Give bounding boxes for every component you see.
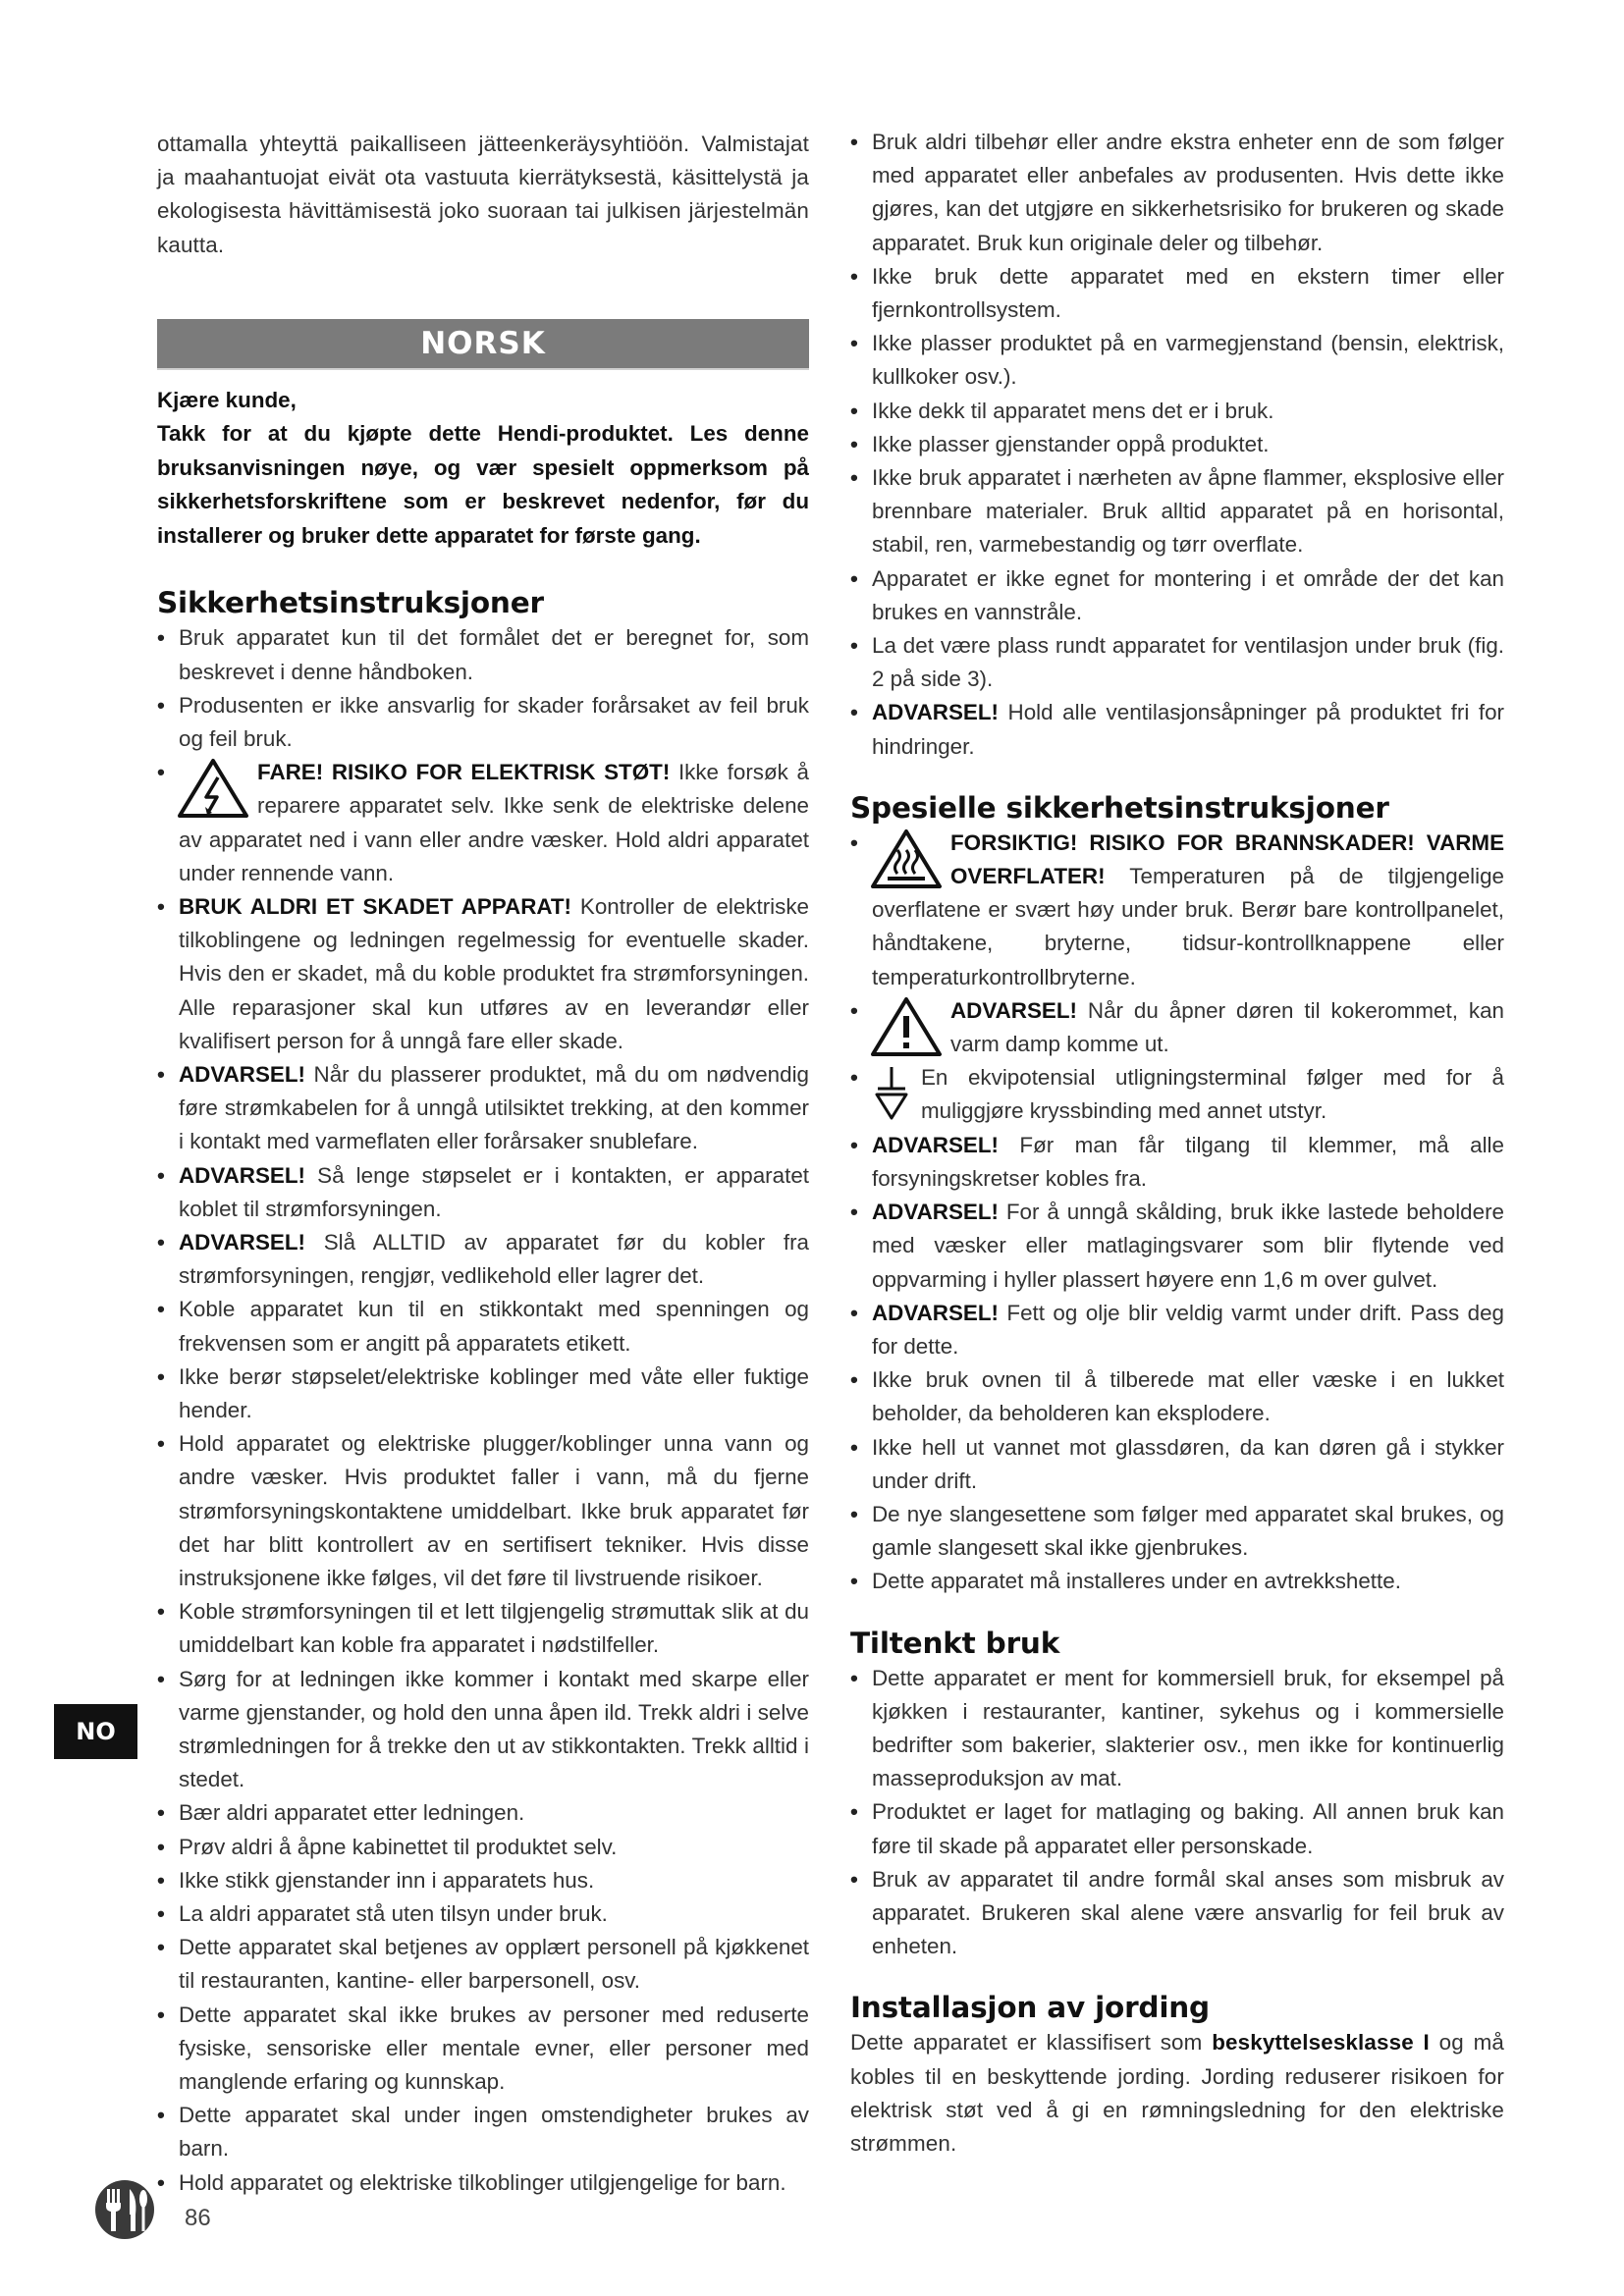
- item-text: En ekvipotensial utligningsterminal følger med for å muliggjøre kryssbinding med annet utstyr.: [921, 1065, 1504, 1124]
- greeting-block: [157, 384, 809, 554]
- item-text: Dette apparatet må installeres under en avtrekkshette.: [872, 1569, 1401, 1594]
- item-text: Ikke bruk dette apparatet med en ekstern timer eller fjernkontrollsystem.: [872, 263, 1504, 323]
- item-text: Før man får tilgang til klemmer, må alle forsyningskretser kobles fra.: [872, 1132, 1504, 1191]
- safety-heading: Sikkerhetsinstruksjoner: [157, 586, 544, 620]
- list-item: [850, 1196, 1504, 1297]
- grounding-text-after: og må kobles til en beskyttende jording. Jording reduserer risikoen for elektrisk støt ved å gi en rømningsledning for den elektriske strømmen.: [850, 2030, 1505, 2156]
- language-side-tab: NO: [54, 1704, 137, 1759]
- list-item: [850, 461, 1504, 562]
- greeting-message: Takk for at du kjøpte dette Hendi-produktet. Les denne bruksanvisningen nøye, og vær spesielt oppmerksom på sikkerhetsforskriftene som er beskrevet nedenfor, før du installerer og bruker dette apparatet for første gang.: [157, 421, 809, 548]
- list-item: [850, 1498, 1504, 1565]
- list-item: [850, 260, 1504, 327]
- item-text: Slå ALLTID av apparatet før du kobler fra strømforsyningen, rengjør, vedlikehold eller lagrer det.: [179, 1229, 809, 1289]
- item-text: Hold apparatet og elektriske tilkoblinger utilgjengelige for barn.: [179, 2169, 786, 2195]
- item-text: Ikke bruk ovnen til å tilberede mat eller væske i en lukket beholder, da beholderen kan eksplodere.: [872, 1367, 1504, 1426]
- item-keyword: ADVARSEL!: [179, 1061, 305, 1087]
- item-text: Hold apparatet og elektriske plugger/koblinger unna vann og andre væsker. Hvis produktet faller i vann, må du fjerne strømforsyningskontaktene umiddelbart. Ikke bruk apparatet før det har blitt kontrollert av en sertifisert tekniker. Hvis disse instruksjonene ikke følges, vil det føre til livstruende risikoer.: [179, 1431, 809, 1590]
- item-text: Koble strømforsyningen til et lett tilgjengelig strømuttak slik at du umiddelbart kan koble fra apparatet i nødstilfeller.: [179, 1599, 809, 1658]
- list-item: [157, 1796, 809, 1830]
- list-item: [157, 1595, 809, 1662]
- item-text: Så lenge støpselet er i kontakten, er apparatet koblet til strømforsyningen.: [179, 1162, 809, 1221]
- list-item: [157, 1361, 809, 1427]
- special-safety-list: [850, 827, 1504, 1599]
- item-text: Ikke stikk gjenstander inn i apparatets hus.: [179, 1867, 595, 1893]
- item-text: Ikke bruk apparatet i nærheten av åpne flammer, eksplosive eller brennbare materialer. Bruk alltid apparatet på en horisontal, stabil, ren, varmebestandig og tørr overflate.: [872, 465, 1504, 558]
- list-item: [850, 126, 1504, 260]
- list-item: [157, 1159, 809, 1226]
- list-item: [850, 428, 1504, 461]
- list-item: [157, 1864, 809, 1897]
- list-item: [850, 562, 1504, 629]
- language-banner: NORSK: [157, 319, 809, 370]
- general-warning-icon: [870, 996, 943, 1057]
- item-text: De nye slangesettene som følger med apparatet skal brukes, og gamle slangesett skal ikke gjenbrukes.: [872, 1501, 1504, 1561]
- item-text: Produktet er laget for matlaging og baking. All annen bruk kan føre til skade på apparatet eller personskade.: [872, 1799, 1504, 1858]
- list-item: [850, 629, 1504, 696]
- item-text: Ikke berør støpselet/elektriske koblinger med våte eller fuktige hender.: [179, 1363, 809, 1422]
- intro-paragraph: ottamalla yhteyttä paikalliseen jätteenkeräysyhtiöön. Valmistajat ja maahantuojat eivät ota vastuuta kierrätyksestä, käsittelystä ja ekologisesta hävittämisestä joko suoraan tai julkisen järjestelmän kautta.: [157, 132, 809, 257]
- item-text: Sørg for at ledningen ikke kommer i kontakt med skarpe eller varme gjenstander, og hold den unna åpen ild. Trekk aldri i selve strømledningen for å trekke den ut av stikkontakten. Trekk alltid i stedet.: [179, 1666, 809, 1792]
- item-keyword: BRUK ALDRI ET SKADET APPARAT!: [179, 893, 572, 919]
- list-item: [850, 1061, 1504, 1128]
- list-item: [850, 1795, 1504, 1862]
- item-text: For å unngå skålding, bruk ikke lastede beholdere med væsker eller matlagingsvarer som blir flytende ved oppvarming i hyller plassert høyere enn 1,6 m over gulvet.: [872, 1200, 1504, 1292]
- item-text: Når du plasserer produktet, må du om nødvendig føre strømkabelen for å unngå utilsiktet trekking, at den kommer i kontakt med varmeflaten eller forårsaker snublefare.: [179, 1061, 809, 1154]
- item-text: Koble apparatet kun til en stikkontakt med spenningen og frekvensen som er angitt på apparatets etikett.: [179, 1297, 809, 1356]
- item-text: La aldri apparatet stå uten tilsyn under bruk.: [179, 1901, 608, 1927]
- item-keyword: ADVARSEL!: [872, 1200, 999, 1225]
- list-item: [850, 1129, 1504, 1196]
- grounding-text-before: Dette apparatet er klassifisert som: [850, 2030, 1213, 2056]
- electric-shock-warning-icon: [177, 758, 249, 819]
- cutlery-logo-icon: [94, 2179, 155, 2240]
- item-text: Bær aldri apparatet etter ledningen.: [179, 1800, 525, 1826]
- item-keyword: ADVARSEL!: [179, 1162, 305, 1188]
- list-item: [850, 395, 1504, 428]
- item-text: Bruk av apparatet til andre formål skal anses som misbruk av apparatet. Brukeren skal alene være ansvarlig for feil bruk av enheten.: [872, 1866, 1504, 1959]
- list-item: [850, 1863, 1504, 1964]
- list-item: [157, 756, 809, 890]
- item-text: Fett og olje blir veldig varmt under drift. Pass deg for dette.: [872, 1300, 1504, 1359]
- safety-list-continued: [850, 126, 1504, 764]
- list-item: [157, 1931, 809, 1998]
- list-item: [850, 994, 1504, 1061]
- item-keyword: ADVARSEL!: [179, 1229, 305, 1255]
- list-item: [850, 327, 1504, 394]
- special-safety-heading: Spesielle sikkerhetsinstruksjoner: [850, 790, 1389, 825]
- grounding-paragraph: [850, 2026, 1504, 2161]
- item-text: Dette apparatet skal under ingen omstendigheter brukes av barn.: [179, 2103, 809, 2162]
- item-text: Bruk aldri tilbehør eller andre ekstra enheter enn de som følger med apparatet eller anbefales av produsenten. Hvis dette ikke gjøres, kan det utgjøre en sikkerhetsrisiko for brukeren og skade apparatet. Bruk kun originale deler og tilbehør.: [872, 130, 1504, 255]
- right-column: [850, 126, 1504, 2161]
- list-item: [850, 1431, 1504, 1498]
- item-keyword: FARE! RISIKO FOR ELEKTRISK STØT!: [257, 760, 671, 785]
- list-item: [157, 1999, 809, 2100]
- list-item: [157, 689, 809, 756]
- item-text: Prøv aldri å åpne kabinettet til produktet selv.: [179, 1834, 618, 1859]
- list-item: [850, 1363, 1504, 1430]
- list-item: [157, 2099, 809, 2165]
- left-column: [157, 126, 809, 2200]
- intended-use-list: [850, 1662, 1504, 1964]
- item-keyword: ADVARSEL!: [872, 1300, 999, 1325]
- item-text: La det være plass rundt apparatet for ventilasjon under bruk (fig. 2 på side 3).: [872, 633, 1504, 692]
- list-item: [850, 696, 1504, 763]
- list-item: [850, 827, 1504, 994]
- item-text: Hold alle ventilasjonsåpninger på produktet fri for hindringer.: [872, 700, 1504, 759]
- greeting-salutation: Kjære kunde,: [157, 387, 297, 412]
- item-text: Ikke dekk til apparatet mens det er i bruk.: [872, 398, 1274, 423]
- item-text: Når du åpner døren til kokerommet, kan varm damp komme ut.: [950, 997, 1504, 1057]
- item-text: Dette apparatet er ment for kommersiell bruk, for eksempel på kjøkken i restauranter, kantiner, sykehus og i kommersielle bedrifter som bakerier, slakterier osv., men ikke for kontinuerlig masseproduksjon av mat.: [872, 1665, 1504, 1791]
- item-keyword: FORSIKTIG! RISIKO FOR BRANNSKADER! VARME OVERFLATER!: [950, 829, 1504, 889]
- item-text: Ikke hell ut vannet mot glassdøren, da kan døren gå i stykker under drift.: [872, 1434, 1504, 1493]
- list-item: [157, 890, 809, 1058]
- safety-list: [157, 621, 809, 2200]
- item-keyword: ADVARSEL!: [872, 1132, 999, 1157]
- list-item: [157, 1897, 809, 1931]
- list-item: [157, 621, 809, 688]
- grounding-keyword: beskyttelsesklasse I: [1212, 2030, 1430, 2056]
- item-text: Dette apparatet skal betjenes av opplært personell på kjøkkenet til restauranten, kantine- eller barpersonell, osv.: [179, 1935, 809, 1994]
- list-item: [157, 1663, 809, 1797]
- list-item: [850, 1662, 1504, 1796]
- item-text: Temperaturen på de tilgjengelige overflatene er svært høy under bruk. Berør bare kontrollpanelet, håndtakene, bryterne, tidsur-kontrollknappene eller temperaturkontrollbryterne.: [872, 864, 1504, 989]
- item-text: Apparatet er ikke egnet for montering i et område der det kan brukes en vannstråle.: [872, 565, 1504, 624]
- list-item: [157, 1427, 809, 1595]
- list-item: [157, 2166, 809, 2200]
- item-text: Ikke plasser produktet på en varmegjenstand (bensin, elektrisk, kullkoker osv.).: [872, 331, 1504, 390]
- list-item: [157, 1831, 809, 1864]
- list-item: [157, 1058, 809, 1159]
- item-text: Produsenten er ikke ansvarlig for skader forårsaket av feil bruk og feil bruk.: [179, 692, 809, 751]
- grounding-heading: Installasjon av jording: [850, 1991, 1210, 2025]
- item-text: Ikke plasser gjenstander oppå produktet.: [872, 431, 1270, 456]
- item-text: Dette apparatet skal ikke brukes av personer med reduserte fysiske, sensoriske eller mentale evner, eller personer med manglende erfaring og kunnskap.: [179, 2002, 809, 2095]
- item-text: Bruk apparatet kun til det formålet det er beregnet for, som beskrevet i denne håndboken.: [179, 625, 809, 684]
- list-item: [850, 1565, 1504, 1598]
- item-keyword: ADVARSEL!: [872, 700, 999, 725]
- item-keyword: ADVARSEL!: [950, 997, 1077, 1023]
- item-text: Kontroller de elektriske tilkoblingene og ledningen regelmessig for eventuelle skader. Hvis den er skadet, må du koble produktet fra strømforsyningen. Alle reparasjoner skal kun utføres av en leverandør eller kvalifisert person for å unngå fare eller skade.: [179, 893, 809, 1053]
- page-number: 86: [185, 2205, 211, 2231]
- hot-surface-warning-icon: [870, 828, 943, 889]
- equipotential-terminal-icon: [872, 1065, 911, 1124]
- list-item: [157, 1293, 809, 1360]
- list-item: [157, 1226, 809, 1293]
- intended-use-heading: Tiltenkt bruk: [850, 1626, 1060, 1660]
- list-item: [850, 1297, 1504, 1363]
- item-text: Ikke forsøk å reparere apparatet selv. Ikke senk de elektriske delene av apparatet ned i vann eller andre væsker. Hold aldri apparatet under rennende vann.: [179, 760, 809, 885]
